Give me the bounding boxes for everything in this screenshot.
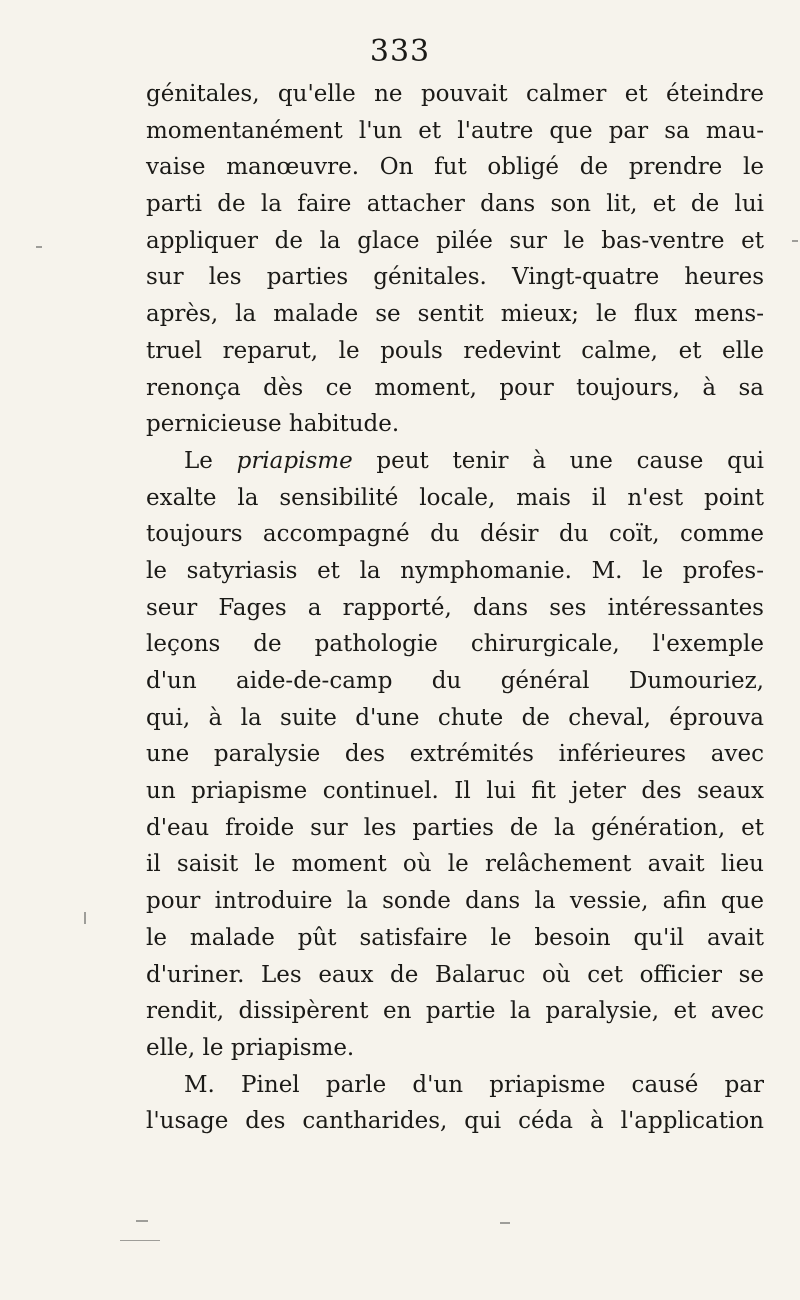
- text-line: pour introduire la sonde dans la vessie, afin que: [146, 888, 764, 915]
- text-line: le satyriasis et la nymphomanie. M. le profes-: [146, 557, 764, 584]
- text-line: d'un aide-de-camp du général Dumouriez,: [146, 668, 764, 694]
- print-speck: [136, 1220, 148, 1222]
- text-line: qui, à la suite d'une chute de cheval, éprouva: [146, 704, 764, 731]
- text-line: exalte la sensibilité locale, mais il n'est point: [146, 484, 764, 511]
- print-speck: [792, 240, 798, 242]
- text-line: le malade pût satisfaire le besoin qu'il avait: [146, 924, 764, 951]
- print-speck: [84, 912, 86, 924]
- text-line: après, la malade se sentit mieux; le flux mens-: [146, 301, 764, 328]
- text-line: un priapisme continuel. Il lui fit jeter des seaux: [146, 778, 764, 805]
- text-line: d'uriner. Les eaux de Balaruc où cet officier se: [146, 961, 764, 988]
- text-line: truel reparut, le pouls redevint calme, et elle: [146, 337, 764, 364]
- print-speck: [36, 246, 42, 248]
- text-line: toujours accompagné du désir du coït, comme: [146, 521, 764, 548]
- text-line: il saisit le moment où le relâchement avait lieu: [146, 851, 764, 878]
- text-line: pernicieuse habitude.: [146, 411, 400, 438]
- print-speck: [500, 1222, 510, 1224]
- body-text: [146, 76, 764, 1140]
- print-speck: [120, 1240, 160, 1241]
- text-line: l'usage des cantharides, qui céda à l'application: [146, 1108, 764, 1135]
- paragraph-first-line: [146, 443, 764, 480]
- page-number: 333: [369, 34, 431, 69]
- text-line: elle, le priapisme.: [146, 1034, 355, 1061]
- text-line: parti de la faire attacher dans son lit, et de lui: [146, 191, 764, 218]
- text-line: M. Pinel parle d'un priapisme causé par: [184, 1071, 764, 1098]
- text-line: leçons de pathologie chirurgicale, l'exemple: [146, 631, 764, 658]
- text-line: d'eau froide sur les parties de la génération, et: [146, 814, 764, 841]
- text-run: peut tenir à une cause qui: [352, 447, 764, 474]
- text-line: génitales, qu'elle ne pouvait calmer et éteindre: [146, 81, 764, 107]
- italic-term: priapisme: [236, 447, 353, 474]
- text-line: rendit, dissipèrent en partie la paralysie, et avec: [146, 998, 764, 1025]
- text-line: appliquer de la glace pilée sur le bas-ventre et: [146, 227, 764, 254]
- text-line: momentanément l'un et l'autre que par sa mau-: [146, 117, 764, 144]
- text-line: une paralysie des extrémités inférieures avec: [146, 741, 764, 768]
- text-line: renonça dès ce moment, pour toujours, à sa: [146, 374, 764, 401]
- text-line: vaise manœuvre. On fut obligé de prendre le: [146, 154, 764, 181]
- text-line: sur les parties génitales. Vingt-quatre heures: [146, 264, 764, 291]
- text-line: seur Fages a rapporté, dans ses intéressantes: [146, 594, 764, 621]
- text-run: Le: [184, 447, 237, 474]
